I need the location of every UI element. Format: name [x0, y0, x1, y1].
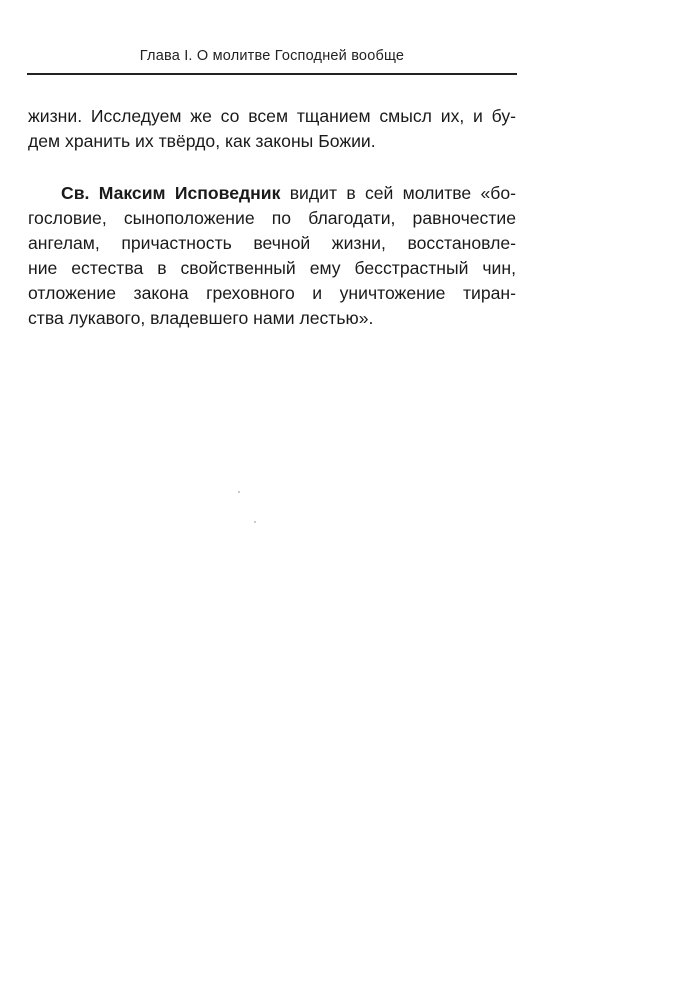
header-rule — [27, 73, 517, 75]
text-line: ства лукавого, владевшего нами лестью». — [28, 308, 374, 328]
text-line: отложение закона греховного и уничтожение тиран- — [28, 283, 516, 303]
text-line: дем хранить их твёрдо, как законы Божии. — [28, 131, 376, 151]
text-line: жизни. Исследуем же со всем тщанием смысл их, и бу- — [28, 106, 516, 126]
scan-speck — [254, 521, 256, 523]
paragraph-continuation — [28, 104, 516, 154]
text-line — [28, 181, 516, 206]
text-line: гословие, сыноположение по благодати, равночестие — [28, 208, 516, 228]
paragraph-maximus — [28, 181, 516, 331]
text-fragment: видит в сей молитве «бо- — [280, 183, 517, 203]
running-header: Глава I. О молитве Господней вообще — [139, 48, 405, 64]
scan-speck — [238, 491, 240, 493]
text-line: ангелам, причастность вечной жизни, восстановле- — [28, 233, 516, 253]
text-line: ние естества в свойственный ему бесстрастный чин, — [28, 258, 516, 278]
author-name: Св. Максим Исповедник — [61, 183, 281, 203]
